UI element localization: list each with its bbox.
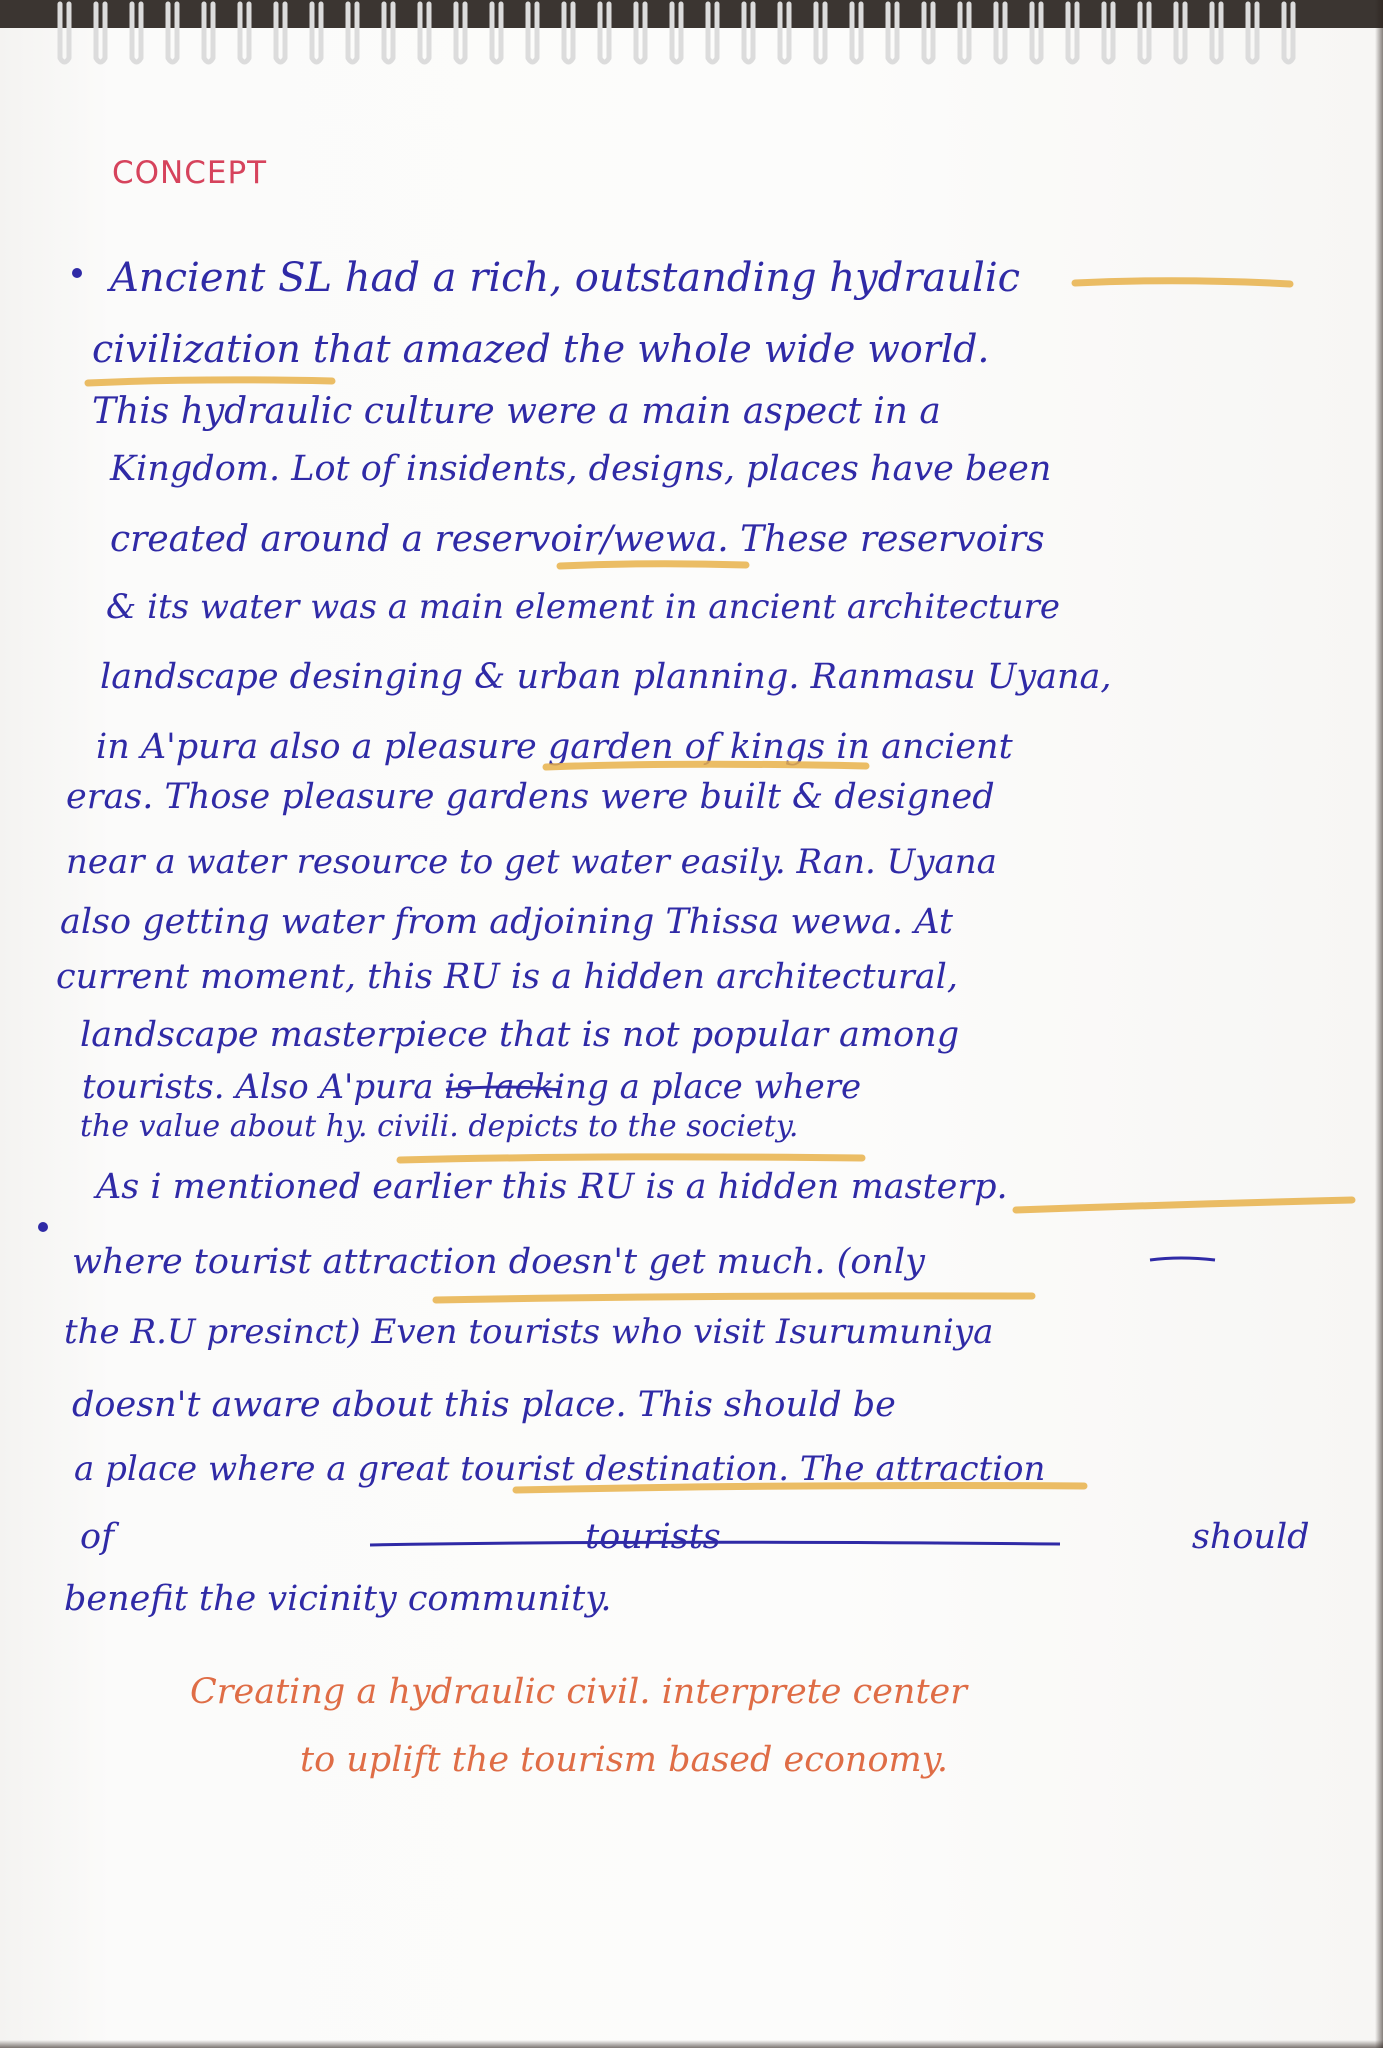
text-line: of tourists should [80, 1517, 1310, 1557]
text-line: Kingdom. Lot of insidents, designs, places have been [110, 449, 1052, 489]
text-line: eras. Those pleasure gardens were built & designed [66, 777, 995, 817]
text-line: & its water was a main element in ancient architecture [106, 587, 1060, 627]
page-edge-shadow [0, 2040, 1383, 2048]
text-line: doesn't aware about this place. This should be [72, 1385, 896, 1425]
text-line: As i mentioned earlier this RU is a hidden masterp. [96, 1167, 1008, 1207]
bullet-point-1 [72, 268, 82, 278]
spiral-binding [0, 0, 1383, 70]
text-line: in A'pura also a pleasure garden of kings in ancient [96, 727, 1013, 767]
text-line: where tourist attraction doesn't get much. (only [72, 1242, 925, 1282]
conclusion-line: to uplift the tourism based economy. [300, 1740, 948, 1780]
text-line: benefit the vicinity community. [64, 1579, 612, 1619]
strikethrough [1150, 1258, 1215, 1260]
highlight-underline [88, 380, 332, 383]
highlight-underline [1016, 1200, 1352, 1210]
text-line: the value about hy. civili. depicts to the society. [80, 1109, 799, 1144]
text-line: current moment, this RU is a hidden architectural, [56, 957, 958, 997]
conclusion-line: Creating a hydraulic civil. interprete center [190, 1672, 967, 1712]
page-edge-shadow [1375, 0, 1383, 2048]
text-line: also getting water from adjoining Thissa wewa. At [60, 902, 953, 942]
highlight-underline [436, 1296, 1032, 1300]
text-line: civilization that amazed the whole wide world. [92, 327, 990, 371]
text-line: landscape desinging & urban planning. Ranmasu Uyana, [100, 657, 1112, 697]
highlight-underline [1075, 281, 1290, 284]
highlight-underline [560, 564, 746, 566]
highlight-underline [400, 1157, 862, 1160]
page-heading: CONCEPT [112, 155, 268, 191]
text-line: This hydraulic culture were a main aspect in a [92, 391, 941, 432]
text-line: landscape masterpiece that is not popular among [80, 1015, 960, 1055]
text-line: tourists. Also A'pura is lacking a place where [82, 1067, 862, 1107]
text-line: a place where a great tourist destination. The attraction [74, 1449, 1046, 1489]
text-line: the R.U presinct) Even tourists who visit Isurumuniya [64, 1312, 994, 1352]
text-line: Ancient SL had a rich, outstanding hydraulic [110, 255, 1021, 301]
text-line: created around a reservoir/wewa. These reservoirs [110, 519, 1045, 560]
text-line: near a water resource to get water easily. Ran. Uyana [66, 842, 997, 882]
bullet-point-2 [38, 1222, 48, 1232]
